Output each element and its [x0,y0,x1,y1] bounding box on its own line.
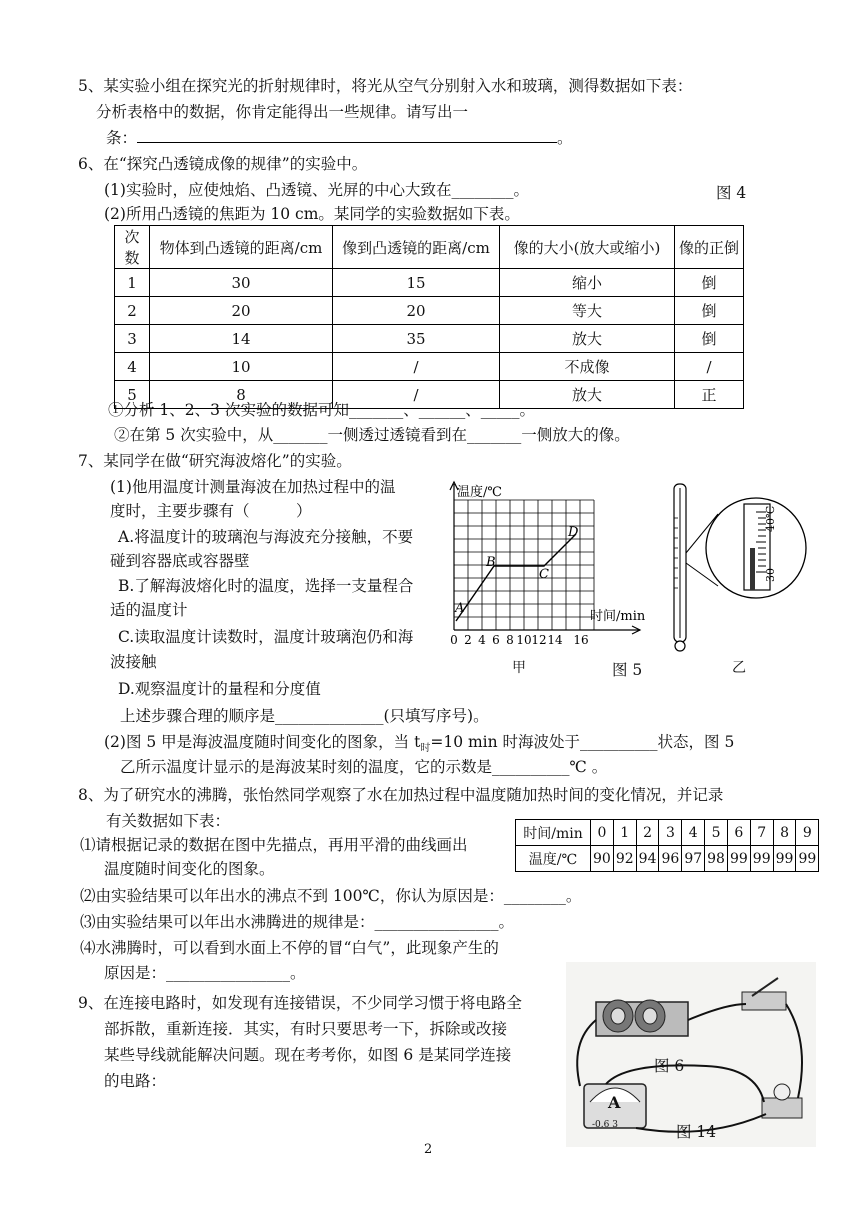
q9-line1: 9、在连接电路时，如发现有连接错误，不少同学习惯于将电路全 [78,994,522,1012]
table-cell: 8 [773,820,796,846]
table-cell: 4 [115,353,150,381]
table-cell: 8 [150,381,333,409]
q5-suffix: 。 [557,129,573,147]
table-cell: 99 [750,846,773,872]
q8-title-cont: 有关数据如下表： [106,812,231,830]
table-row [115,325,744,353]
q7-part2-cont: 乙所示温度计显示的是海波某时刻的温度，它的示数是__________℃ 。 [120,758,608,776]
x-tick: 12 [531,633,547,647]
graph-ylabel: 温度/℃ [457,485,502,500]
caption-yi: 乙 [732,660,746,676]
q7-step-a: A.将温度计的玻璃泡与海波充分接触，不要 [118,528,414,546]
battery-terminal-right [643,1008,657,1024]
point-b-label: B [486,555,496,570]
table-cell: / [675,353,744,381]
ammeter-symbol: A [608,1093,621,1112]
x-tick: 16 [573,633,589,647]
header-cell: 像的大小(放大或缩小) [500,226,675,269]
thermo-label-30: 30 [764,568,777,582]
q7-step-c-cont: 波接触 [110,653,157,671]
thermometer-bulb [675,641,685,651]
q8-req-1: ⑴请根据记录的数据在图中先描点，再用平滑的曲线画出 [80,836,468,854]
q7-part2 [104,732,734,759]
melting-graph [440,478,655,670]
x-tick: 6 [492,633,500,647]
table-cell: 正 [675,381,744,409]
table-cell: 15 [333,269,500,297]
table-cell: 20 [333,297,500,325]
table-cell: 等大 [500,297,675,325]
table-cell: 6 [727,820,750,846]
table-cell: 96 [659,846,682,872]
table-cell: 98 [705,846,728,872]
thermo-label-40: 40℃ [764,505,777,532]
table-cell: 2 [636,820,659,846]
row-label-time: 时间/min [516,820,591,846]
caption-jia: 甲 [512,660,526,676]
table-cell: 1 [613,820,636,846]
q6-title: 6、在“探究凸透镜成像的规律”的实验中。 [78,155,368,173]
page-number: 2 [424,1142,433,1157]
graph-xlabel: 时间/min [590,609,646,624]
q6-part2: (2)所用凸透镜的焦距为 10 cm。某同学的实验数据如下表。 [104,205,520,223]
table-header-row [115,226,744,269]
q7-p1a: (1)他用温度计测量海波在加热过程中的温 [110,478,396,496]
q8-req-1-cont: 温度随时间变化的图象。 [104,860,275,878]
table-cell: 92 [613,846,636,872]
q6-analysis-1: ①分析 1、2、3 次实验的数据可知_______、______、_____。 [108,401,535,419]
x-tick-labels [450,633,588,647]
table-cell: 10 [150,353,333,381]
q8-req-3: ⑶由实验结果可以年出水沸腾进的规律是：________________。 [80,913,515,931]
table-cell: 5 [705,820,728,846]
point-d-label: D [568,525,579,540]
q7-step-b-cont: 适的温度计 [110,601,188,619]
table-cell: 不成像 [500,353,675,381]
q7-subscript: 时 [420,743,431,755]
table-cell: 30 [150,269,333,297]
table-row [115,269,744,297]
q7-step-d: D.观察温度计的量程和分度值 [118,680,321,698]
table-cell: 1 [115,269,150,297]
x-tick: 0 [450,633,458,647]
table-cell: 倒 [675,269,744,297]
table-cell: 0 [591,820,614,846]
q9-line3: 某些导线就能解决问题。现在考考你，如图 6 是某同学连接 [104,1046,512,1064]
table-cell: 3 [115,325,150,353]
table-cell: 放大 [500,325,675,353]
q7-title: 7、某同学在做“研究海波熔化”的实验。 [78,452,352,470]
table-cell: 2 [115,297,150,325]
header-cell: 物体到凸透镜的距离/cm [150,226,333,269]
boiling-data-table [515,819,819,872]
point-a-label: A [455,601,465,616]
q6-part1: (1)实验时，应使烛焰、凸透镜、光屏的中心大致在________。 [104,181,529,199]
table-cell: 99 [727,846,750,872]
q7-step-c: C.读取温度计读数时，温度计玻璃泡仍和海 [118,628,414,646]
table-cell: / [333,353,500,381]
figure-5-label: 图 5 [612,661,643,679]
table-cell: 放大 [500,381,675,409]
q5-line2: 分析表格中的数据，你肯定能得出一些规律。请写出一 [96,103,469,121]
x-tick: 2 [464,633,472,647]
table-cell: 4 [682,820,705,846]
table-cell: 倒 [675,297,744,325]
x-tick: 14 [547,633,563,647]
lens-data-table [114,225,744,409]
table-cell: 97 [682,846,705,872]
table-cell: / [333,381,500,409]
zoomed-liquid [750,548,755,590]
q5-prefix: 条： [106,129,138,147]
q7-p2-text-2: =10 min 时海波处于__________状态，图 5 [430,733,735,751]
x-tick: 10 [516,633,532,647]
lamp-holder [762,1098,802,1118]
header-cell: 像到凸透镜的距离/cm [333,226,500,269]
battery-terminal-left [611,1008,625,1024]
table-cell: 99 [796,846,819,872]
table-cell: 35 [333,325,500,353]
table-cell: 90 [591,846,614,872]
table-cell: 14 [150,325,333,353]
temperature-curve [456,534,576,621]
table-row [115,297,744,325]
header-cell: 像的正倒 [675,226,744,269]
q8-req-4-cont: 原因是：________________。 [104,964,306,982]
table-cell: 9 [796,820,819,846]
ammeter-terminals: -0.6 3 [592,1120,618,1130]
x-tick: 4 [478,633,486,647]
table-row [516,820,819,846]
lamp-bulb [774,1084,790,1100]
table-cell: 倒 [675,325,744,353]
thermometer-figure [660,478,810,656]
row-label-temp: 温度/℃ [516,846,591,872]
q8-req-4: ⑷水沸腾时，可以看到水面上不停的冒“白气”，此现象产生的 [80,939,499,957]
q9-line4: 的电路： [104,1072,167,1090]
figure-4-label: 图 4 [716,184,747,202]
table-cell: 94 [636,846,659,872]
q5-answer-blank[interactable] [137,128,557,143]
q8-title: 8、为了研究水的沸腾，张怡然同学观察了水在加热过程中温度随加热时间的变化情况，并记录 [78,786,724,804]
q7-p1b: 度时，主要步骤有（ ） [110,502,312,520]
q9-line2: 部拆散，重新连接．其实，有时只要思考一下，拆除或改接 [104,1020,508,1038]
figure-14-label: 图 14 [676,1123,717,1141]
table-cell: 99 [773,846,796,872]
q5-line3 [106,128,573,148]
table-cell: 20 [150,297,333,325]
table-row [115,353,744,381]
q8-req-2: ⑵由实验结果可以年出水的沸点不到 100℃，你认为原因是：________。 [80,887,582,905]
q7-order: 上述步骤合理的顺序是______________(只填写序号)。 [120,707,489,725]
table-cell: 3 [659,820,682,846]
table-cell: 5 [115,381,150,409]
header-cell: 次数 [115,226,150,269]
q6-analysis-2: ②在第 5 次实验中，从_______一侧透过透镜看到在_______一侧放大的像。 [114,426,630,444]
table-cell: 缩小 [500,269,675,297]
q7-p2-text: (2)图 5 甲是海波温度随时间变化的图象，当 t [104,733,421,751]
table-cell: 7 [750,820,773,846]
table-row [516,846,819,872]
q7-step-a-cont: 碰到容器底或容器壁 [110,552,250,570]
point-c-label: C [539,567,549,582]
x-tick: 8 [506,633,514,647]
q5-line1: 5、某实验小组在探究光的折射规律时，将光从空气分别射入水和玻璃，测得数据如下表： [78,77,693,95]
circuit-figure [566,962,816,1147]
q7-step-b: B.了解海波熔化时的温度，选择一支量程合 [118,577,414,595]
switch-base [742,992,786,1010]
graph-grid [454,500,594,630]
figure-6-label: 图 6 [654,1057,685,1075]
